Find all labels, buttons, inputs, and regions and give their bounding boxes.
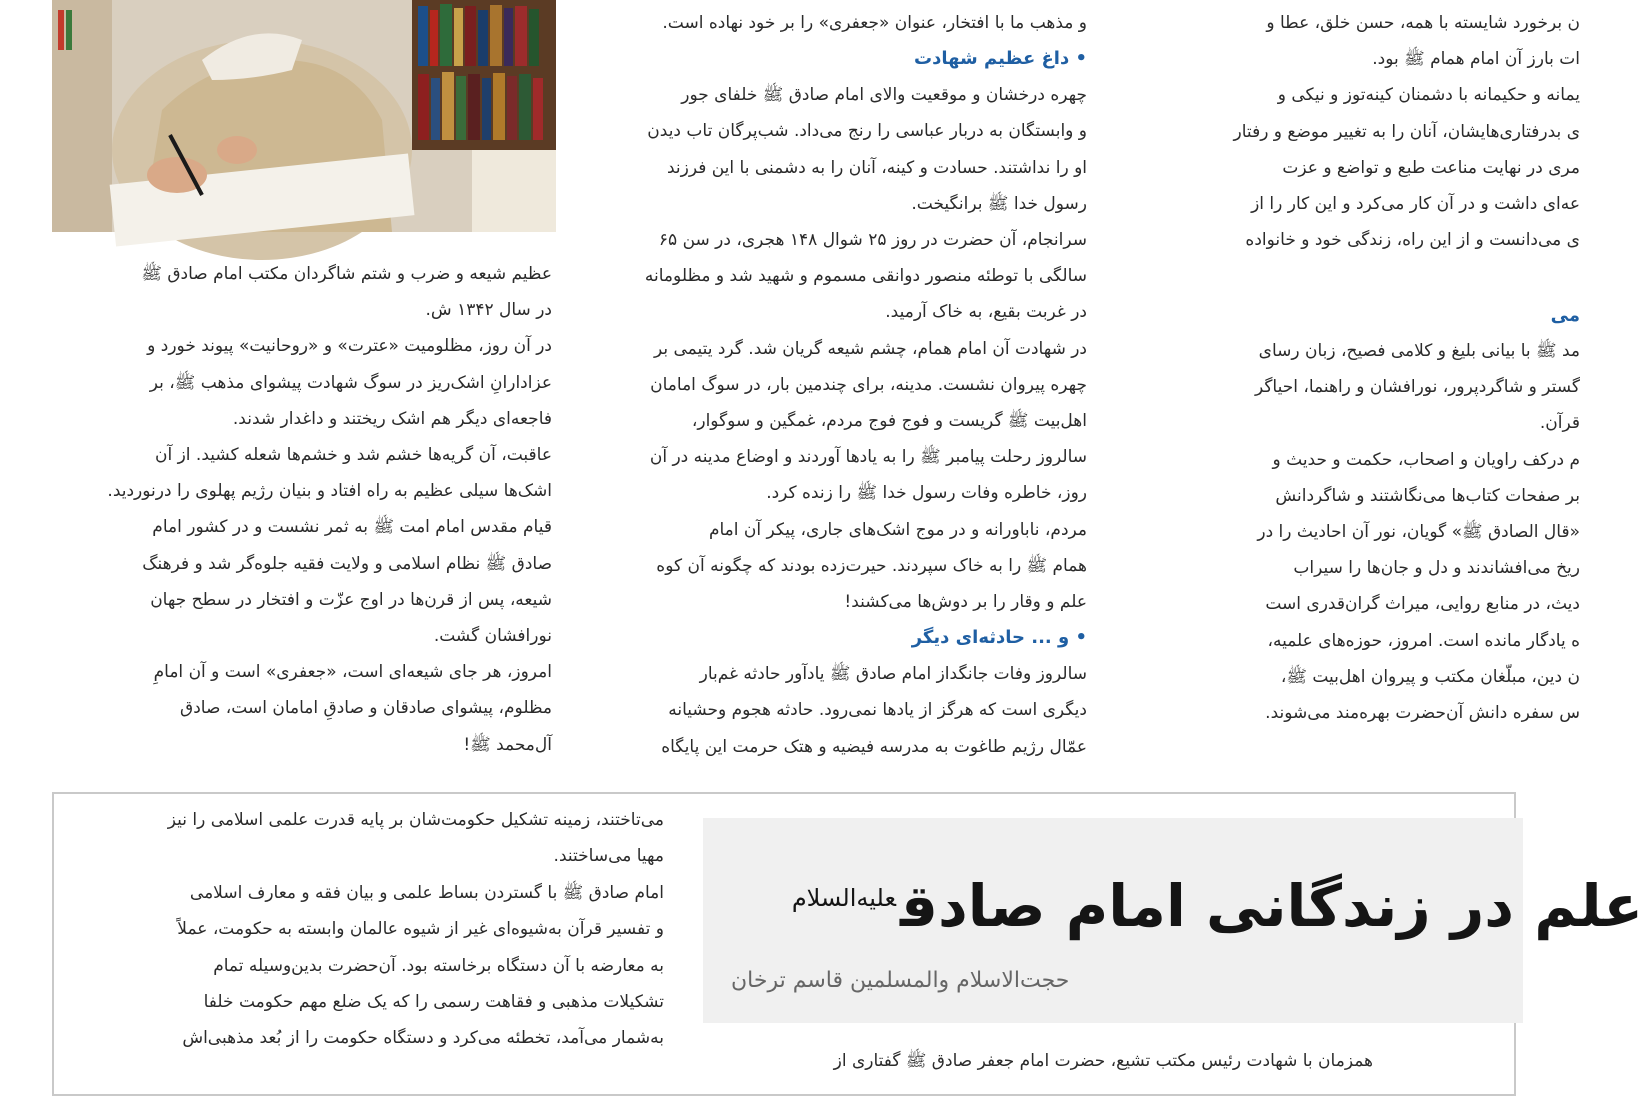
middle-column (585, 5, 1087, 765)
right-column-lower (1120, 333, 1580, 731)
paragraph: ریخ می‌افشاندند و دل و جان‌ها را سیراب (1293, 558, 1580, 579)
paragraph: رسول خدا ﷺ برانگیخت. (911, 193, 1087, 214)
right-column-subheading-wrap (1120, 298, 1580, 334)
paragraph: قیام مقدس امام امت ﷺ به ثمر نشست و در کشور امام (152, 517, 552, 538)
paragraph: تشکیلات مذهبی و فقاهت رسمی را که یک ضلع مهم حکومت خلفا (203, 992, 664, 1013)
paragraph: گستر و شاگردپرور، نورافشان و راهنما، احیاگر (1254, 377, 1580, 398)
paragraph: مد ﷺ با بیانی بلیغ و کلامی فصیح، زبان رسای (1258, 341, 1580, 361)
paragraph: می‌تاختند، زمینه تشکیل حکومت‌شان بر پایه قدرت علمی اسلامی را نیز (167, 810, 664, 830)
paragraph: او را نداشتند. حسادت و کینه، آنان را به دشمنی با این فرزند (666, 157, 1087, 178)
paragraph: نورافشان گشت. (433, 626, 552, 647)
paragraph: چهره درخشان و موقعیت والای امام صادق ﷺ خلفای جور (681, 85, 1087, 106)
author-byline: حجت‌الاسلام والمسلمین قاسم ترخان (731, 968, 1070, 993)
subheading-text: و ... حادثه‌ای دیگر (911, 627, 1070, 649)
right-column (1120, 5, 1580, 258)
title-panel (703, 818, 1643, 1023)
scholar-photo (52, 0, 556, 232)
paragraph: سالروز رحلت پیامبر ﷺ را به یادها آوردند و اوضاع مدینه در آن (649, 447, 1087, 468)
paragraph: در غربت بقیع، به خاک آرمید. (885, 302, 1087, 323)
box-column (68, 802, 664, 1057)
paragraph: بر صفحات کتاب‌ها می‌نگاشتند و شاگردانش (1275, 485, 1580, 506)
paragraph: مردم، ناباورانه و در موج اشک‌های جاری، پیکر آن امام (708, 519, 1087, 540)
paragraph: همام ﷺ را به خاک سپردند. حیرت‌زده بودند که چگونه آن کوه (656, 555, 1087, 576)
paragraph: مری در نهایت مناعت طبع و تواضع و عزت (1282, 157, 1580, 178)
paragraph: در آن روز، مظلومیت «عترت» و «روحانیت» پیوند خورد و (147, 336, 552, 357)
paragraph: و مذهب ما با افتخار، عنوان «جعفری» را بر خود نهاده است. (662, 13, 1087, 33)
headline-honorific: علیه‌السلام (791, 884, 897, 912)
paragraph: س سفره دانش آن‌حضرت بهره‌مند می‌شوند. (1265, 703, 1580, 724)
paragraph: روز، خاطره وفات رسول خدا ﷺ را زنده کرد. (766, 483, 1087, 504)
paragraph: شیعه، پس از قرن‌ها در اوج عزّت و افتخار در سطح جهان (150, 589, 552, 610)
paragraph: ن دین، مبلّغان مکتب و پیروان اهل‌بیت ﷺ، (1280, 666, 1580, 687)
left-column (52, 256, 552, 763)
paragraph: و وابستگان به دربار عباسی را رنج می‌داد. شب‌پرگان تاب دیدن (647, 121, 1087, 142)
paragraph: ه یادگار مانده است. امروز، حوزه‌های علمیه، (1267, 630, 1580, 651)
paragraph: به‌شمار می‌آمد، تخطئه می‌کرد و دستگاه حکومت را از بُعد مذهبی‌اش (182, 1028, 664, 1049)
paragraph: سالگی با توطئه منصور دوانقی مسموم و شهید شد و مظلومانه (644, 266, 1087, 287)
headline-text: علم در زندگانی امام صادق (900, 872, 1643, 940)
paragraph: دیث، در منابع روایی، میراث گران‌قدری است (1265, 594, 1580, 615)
paragraph: چهره پیروان نشست. مدینه، برای چندمین بار، در سوگ امامان (650, 374, 1087, 395)
paragraph: مظلوم، پیشوای صادقان و صادقِ امامان است، صادق (180, 698, 552, 719)
paragraph: امروز، هر جای شیعه‌ای است، «جعفری» است و آن امامِ (153, 662, 552, 683)
paragraph: سالروز وفات جانگداز امام صادق ﷺ یادآور حادثه غم‌بار (699, 664, 1087, 685)
paragraph: امام صادق ﷺ با گستردن بساط علمی و بیان فقه و معارف اسلامی (189, 882, 664, 903)
paragraph: عه‌ای داشت و در آن کار می‌کرد و این کار را از (1251, 194, 1580, 215)
paragraph: ن برخورد شایسته با همه، حسن خلق، عطا و (1266, 13, 1580, 33)
paragraph: م درکف راویان و اصحاب، حکمت و حدیث و (1272, 449, 1580, 470)
paragraph: عظیم شیعه و ضرب و شتم شاگردان مکتب امام صادق ﷺ (141, 264, 552, 284)
paragraph: سرانجام، آن حضرت در روز ۲۵ شوال ۱۴۸ هجری، در سن ۶۵ (658, 230, 1087, 251)
paragraph: مهیا می‌ساختند. (553, 846, 664, 867)
paragraph: اشک‌ها سیلی عظیم به راه افتاد و بنیان رژیم پهلوی را درنوردید. (107, 481, 552, 502)
paragraph: اهل‌بیت ﷺ گریست و فوج فوج مردم، غمگین و سوگوار، (691, 411, 1087, 432)
paragraph: علم و وقار را بر دوش‌ها می‌کشند! (844, 592, 1087, 613)
intro-line: همزمان با شهادت رئیس مکتب تشیع، حضرت امام جعفر صادق ﷺ گفتاری از (833, 1051, 1373, 1071)
paragraph: «قال الصادق ﷺ» گویان، نور آن احادیث را در (1257, 522, 1580, 543)
paragraph: عاقبت، آن گریه‌ها خشم شد و خشم‌ها شعله کشید. از آن (154, 445, 552, 466)
paragraph: عمّال رژیم طاغوت به مدرسه فیضیه و هتک حرمت این پایگاه (661, 736, 1087, 757)
paragraph: و تفسیر قرآن به‌شیوه‌ای غیر از شیوه عالمان وابسته به حکومت، عملاً (177, 919, 664, 940)
paragraph: در سال ۱۳۴۲ ش. (425, 300, 552, 321)
subheading: • داغ عظیم شهادت (914, 48, 1087, 70)
paragraph: فاجعه‌ای دیگر هم اشک ریختند و داغدار شدند. (232, 408, 552, 429)
paragraph: دیگری است که هرگز از یادها نمی‌رود. حادثه هجوم وحشیانه (668, 700, 1087, 721)
paragraph: ات بارز آن امام همام ﷺ بود. (1372, 49, 1580, 70)
paragraph: صادق ﷺ نظام اسلامی و ولایت فقیه جلوه‌گر شد و فرهنگ (142, 553, 552, 574)
subheading-text: داغ عظیم شهادت (914, 48, 1070, 70)
paragraph: در شهادت آن امام همام، چشم شیعه گریان شد. گرد یتیمی بر (653, 338, 1087, 359)
headline (792, 858, 1643, 946)
paragraph: عزادارانِ اشک‌ریز در سوگ شهادت پیشوای مذهب ﷺ، بر (149, 372, 552, 393)
paragraph: ی می‌دانست و از این راه، زندگی خود و خانواده (1245, 230, 1580, 251)
paragraph: به معارضه با آن دستگاه برخاسته بود. آن‌حضرت بدین‌وسیله تمام (213, 955, 664, 976)
subheading: • و ... حادثه‌ای دیگر (911, 627, 1087, 649)
paragraph: یمانه و حکیمانه با دشمنان کینه‌توز و نیکی و (1277, 85, 1580, 106)
paragraph: قرآن. (1539, 413, 1580, 434)
paragraph: ی بدرفتاری‌هایشان، آنان را به تغییر موضع و رفتار (1233, 121, 1580, 142)
subheading: می (1550, 305, 1580, 326)
paragraph: آل‌محمد ﷺ! (463, 734, 552, 755)
